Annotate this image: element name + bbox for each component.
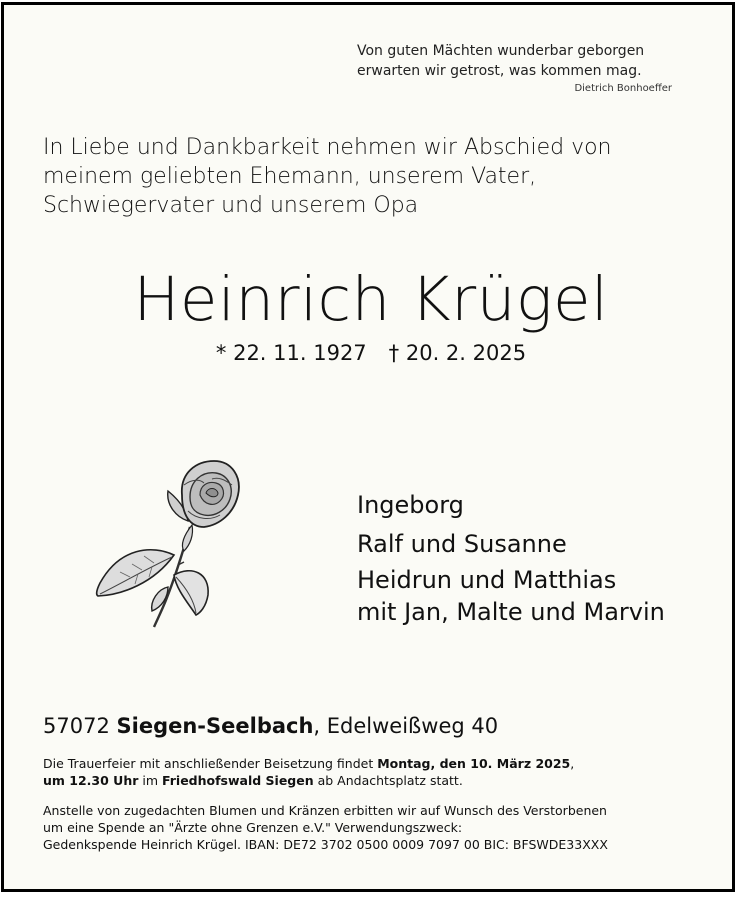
family-address [43, 714, 498, 738]
funeral-info [43, 755, 574, 789]
birth-date: * 22. 11. 1927 [215, 341, 367, 365]
intro-line-1: In Liebe und Dankbarkeit nehmen wir Abschied von [43, 135, 612, 160]
donation-line-3: Gedenkspende Heinrich Krügel. IBAN: DE72 3702 0500 0009 7097 00 BIC: BFSWDE33XXX [43, 837, 608, 852]
family-member: Ingeborg [357, 491, 464, 519]
address-place: Siegen-Seelbach [116, 714, 314, 738]
life-dates [0, 341, 742, 365]
intro-line-2: meinem geliebten Ehemann, unserem Vater, [43, 164, 537, 189]
intro-line-3: Schwiegervater und unserem Opa [43, 193, 419, 218]
funeral-text: ab Andachtsplatz statt. [313, 773, 463, 788]
funeral-text: , [570, 756, 575, 771]
rose-icon [92, 455, 242, 630]
donation-info [43, 802, 608, 853]
bonhoeffer-quote [357, 41, 644, 81]
quote-author: Dietrich Bonhoeffer [574, 83, 672, 94]
quote-line-1: Von guten Mächten wunderbar geborgen [357, 43, 645, 59]
funeral-location: Friedhofswald Siegen [162, 773, 314, 788]
funeral-text: Die Trauerfeier mit anschließender Beisetzung findet [43, 756, 378, 771]
address-zip: 57072 [43, 714, 110, 738]
donation-line-1: Anstelle von zugedachten Blumen und Kränzen erbitten wir auf Wunsch des Verstorbenen [43, 803, 607, 818]
funeral-text: im [138, 773, 162, 788]
donation-line-2: um eine Spende an "Ärzte ohne Grenzen e.V." Verwendungszweck: [43, 820, 463, 835]
intro-text [43, 133, 693, 220]
family-member: Ralf und Susanne [357, 530, 567, 558]
family-member: Heidrun und Matthias [357, 566, 617, 594]
address-street: , Edelweißweg 40 [313, 714, 499, 738]
funeral-date: Montag, den 10. März 2025 [377, 756, 571, 771]
quote-line-2: erwarten wir getrost, was kommen mag. [357, 63, 642, 79]
deceased-name: Heinrich Krügel [133, 264, 609, 335]
funeral-time: um 12.30 Uhr [43, 773, 139, 788]
family-member: mit Jan, Malte und Marvin [357, 598, 665, 626]
death-date: † 20. 2. 2025 [388, 341, 527, 365]
